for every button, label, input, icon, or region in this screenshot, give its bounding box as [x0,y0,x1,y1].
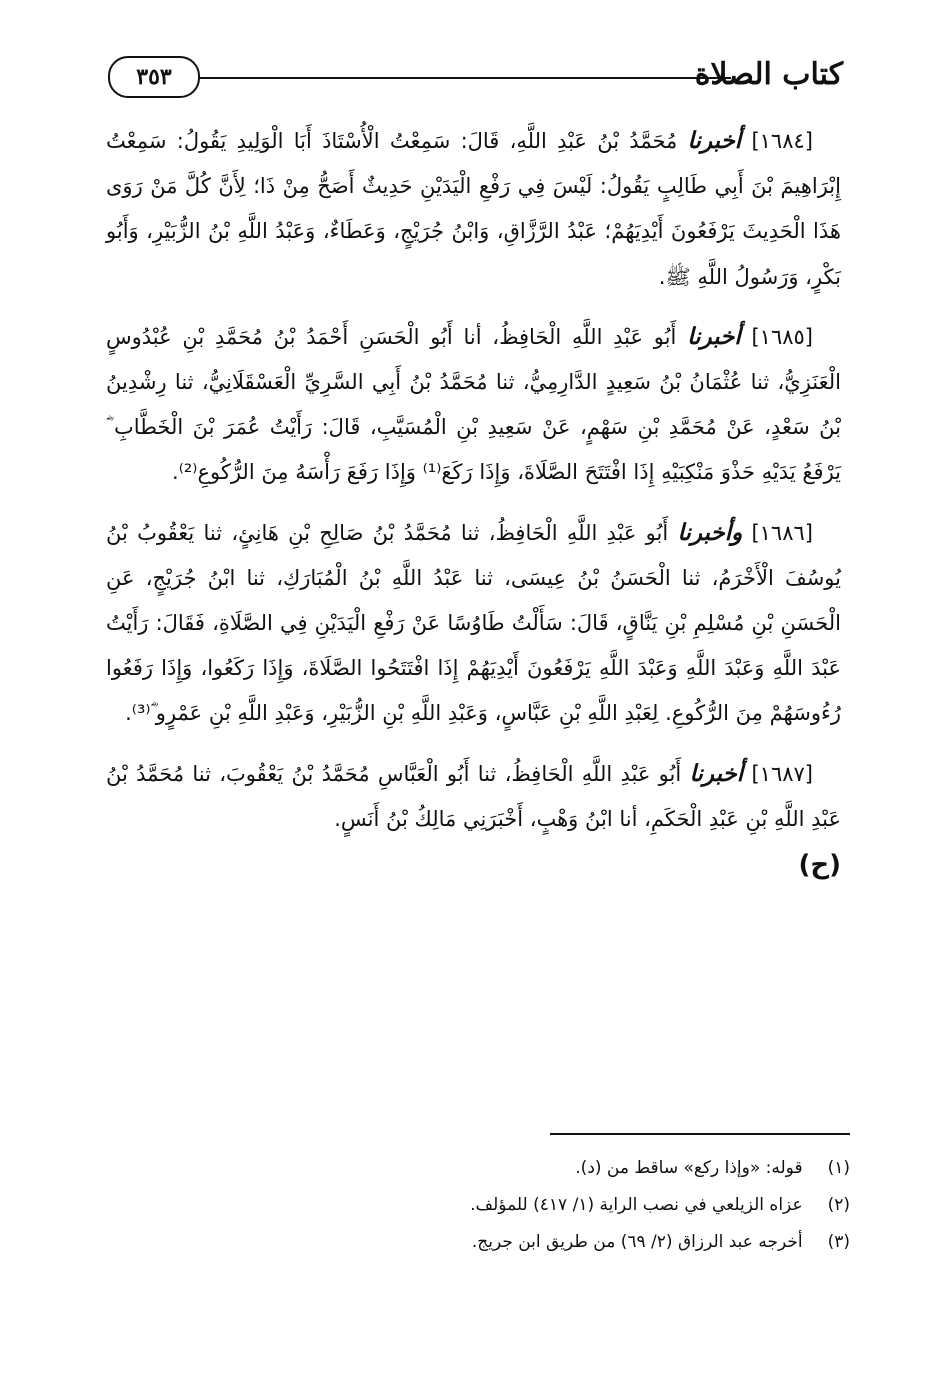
hadith-1685 [106,314,841,496]
hadith-number: [١٦٨٧] [751,761,813,786]
footnote-text: قوله: «وإذا ركع» ساقط من (د). [575,1158,803,1178]
hadith-text: مُحَمَّدُ بْنُ عَبْدِ اللَّهِ، قَالَ: سَمِعْتُ الْأُسْتَاذَ أَبَا الْوَلِيدِ يَقُولُ: سَمِعْتُ إِبْرَاهِيمَ بْنَ أَبِي طَالِبٍ يَقُولُ: لَيْسَ فِي رَفْعِ الْيَدَيْنِ حَدِيثٌ أَصَحُّ مِنْ ذَا؛ لِأَنَّ كُلَّ مَنْ رَوَى هَذَا الْحَدِيثَ يَرْفَعُونَ أَيْدِيَهُمْ؛ عَبْدُ الرَّزَّاقِ، وَابْنُ جُرَيْجٍ، وَعَطَاءٌ، وَعَبْدُ اللَّهِ بْنُ الزُّبَيْرِ، وَأَبُو بَكْرٍ، وَرَسُولُ اللَّهِ ﷺ. [106,129,841,289]
hadith-text: أَبُو عَبْدِ اللَّهِ الْحَافِظُ، ثنا مُحَمَّدُ بْنُ صَالِحِ بْنِ هَانِئٍ، ثنا يَعْقُوبُ بْنُ يُوسُفَ الْأَخْرَمُ، ثنا الْحَسَنُ بْنُ عِيسَى، ثنا عَبْدُ اللَّهِ بْنُ الْمُبَارَكِ، ثنا ابْنُ جُرَيْجٍ، عَنِ الْحَسَنِ بْنِ مُسْلِمِ بْنِ يَنَّاقٍ، قَالَ: سَأَلْتُ طَاوُسًا عَنْ رَفْعِ الْيَدَيْنِ فِي الصَّلَاةِ، فَقَالَ: رَأَيْتُ عَبْدَ اللَّهِ وَعَبْدَ اللَّهِ وَعَبْدَ اللَّهِ يَرْفَعُونَ أَيْدِيَهُمْ إِذَا افْتَتَحُوا الصَّلَاةَ، وَإِذَا رَكَعُوا، وَإِذَا رَفَعُوا رُءُوسَهُمْ مِنَ الرُّكُوعِ. لِعَبْدِ اللَّهِ بْنِ عَبَّاسٍ، وَعَبْدِ اللَّهِ بْنِ الزُّبَيْرِ، وَعَبْدِ اللَّهِ بْنِ عَمْرٍو ؓ⁽³⁾. [106,520,841,726]
footnote-3 [105,1224,850,1261]
narration-keyword: أخبرنا [687,127,742,154]
footnote-2 [105,1187,850,1224]
page-header [108,52,843,102]
page-number: ٣٥٣ [108,56,200,98]
footnote-number: (٣) [827,1232,850,1252]
footnote-text: عزاه الزيلعي في نصب الراية (١/ ٤١٧) للمؤلف. [470,1195,803,1215]
footnotes [105,1150,850,1261]
hadith-1686 [106,510,841,737]
narration-keyword: وأخبرنا [677,518,743,546]
hadith-text: أَبُو عَبْدِ اللَّهِ الْحَافِظُ، أنا أَبُو الْحَسَنِ أَحْمَدُ بْنُ مُحَمَّدِ بْنِ عُبْدُوسٍ الْعَنَزِيُّ، ثنا عُثْمَانُ بْنُ سَعِيدٍ الدَّارِمِيُّ، ثنا مُحَمَّدُ بْنُ أَبِي السَّرِيِّ الْعَسْقَلَانِيُّ، ثنا رِشْدِينُ بْنُ سَعْدٍ، عَنْ مُحَمَّدِ بْنِ سَهْمٍ، عَنْ سَعِيدِ بْنِ الْمُسَيَّبِ، قَالَ: رَأَيْتُ عُمَرَ بْنَ الْخَطَّابِ ؓ يَرْفَعُ يَدَيْهِ حَذْوَ مَنْكِبَيْهِ إِذَا افْتَتَحَ الصَّلَاةَ، وَإِذَا رَكَعَ⁽¹⁾ وَإِذَا رَفَعَ رَأْسَهُ مِنَ الرُّكُوعِ⁽²⁾. [106,324,841,485]
footnote-number: (١) [827,1158,850,1178]
hadith-text: أَبُو عَبْدِ اللَّهِ الْحَافِظُ، ثنا أَبُو الْعَبَّاسِ مُحَمَّدُ بْنُ يَعْقُوبَ، ثنا مُحَمَّدُ بْنُ عَبْدِ اللَّهِ بْنِ عَبْدِ الْحَكَمِ، أنا ابْنُ وَهْبٍ، أَخْبَرَنِي مَالِكُ بْنُ أَنَسٍ. [106,761,841,831]
narration-keyword: أخبرنا [689,759,744,787]
hadith-1684 [106,118,841,300]
footnote-text: أخرجه عبد الرزاق (٢/ ٦٩) من طريق ابن جريج. [471,1232,803,1252]
main-text [106,118,841,886]
hadith-number: [١٦٨٥] [751,324,813,349]
footnote-number: (٢) [827,1195,850,1215]
footnote-1 [105,1150,850,1187]
hawala-mark: (ح) [798,850,841,881]
hadith-number: [١٦٨٤] [751,129,813,153]
chapter-title: كتاب الصلاة [694,57,843,92]
narration-keyword: أخبرنا [687,322,741,350]
hadith-number: [١٦٨٦] [751,520,813,545]
footnote-rule [550,1133,850,1135]
header-rule [200,77,731,79]
hadith-1687 [106,751,841,842]
